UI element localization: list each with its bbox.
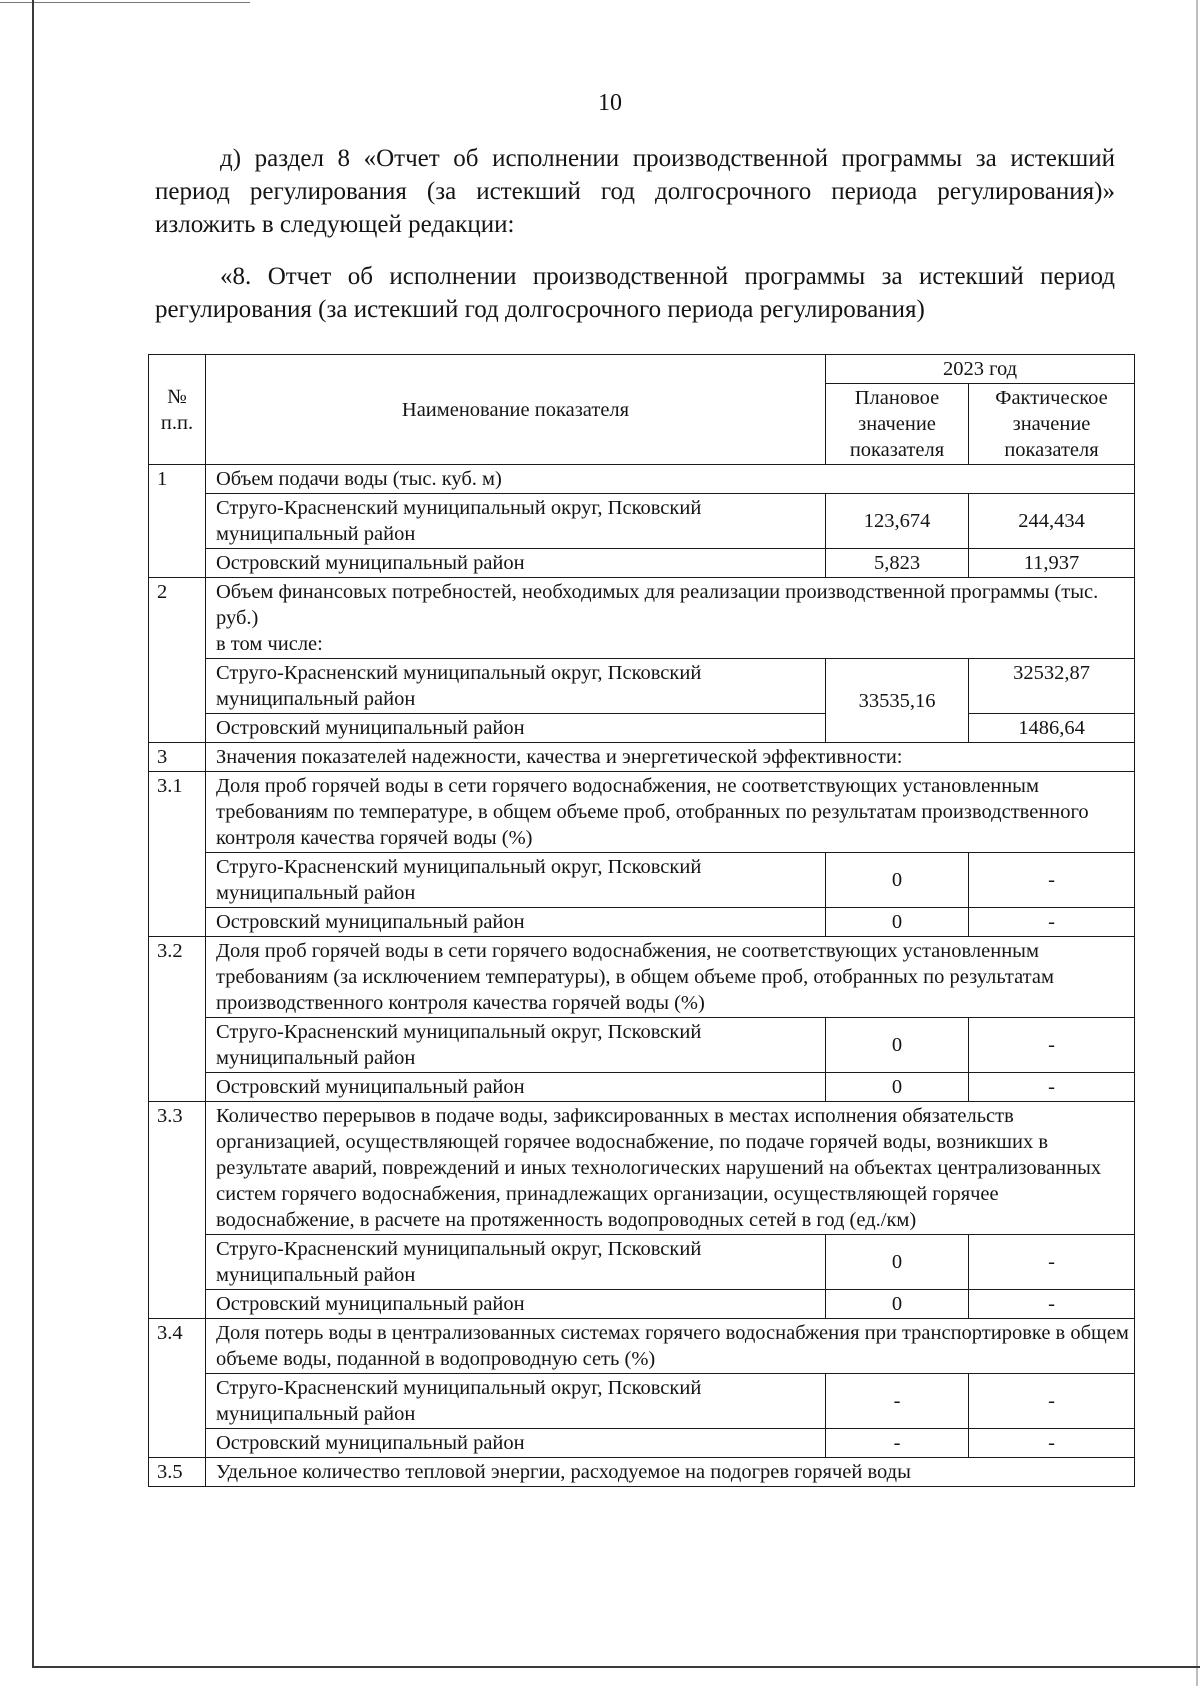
planned-value: - (826, 1429, 969, 1458)
page-number: 10 (598, 90, 622, 116)
table-row (149, 743, 1135, 772)
planned-value: 5,823 (826, 549, 969, 578)
table-subrow (149, 714, 1135, 743)
planned-value: - (826, 1374, 969, 1429)
planned-value: 0 (826, 1235, 969, 1290)
actual-value: - (969, 1073, 1135, 1102)
table-subrow (149, 1073, 1135, 1102)
row-num: 3.2 (149, 937, 206, 1102)
actual-value: 11,937 (969, 549, 1135, 578)
row-title: Значения показателей надежности, качества и энергетической эффективности: (206, 743, 1135, 772)
row-num: 3.4 (149, 1319, 206, 1458)
row-title: Количество перерывов в подаче воды, зафиксированных в местах исполнения обязательств организацией, осуществляющей горячее водоснабжение, по подаче горячей воды, возникших в результате аварий, повреждений и иных технологических нарушений на объектах централизованных систем горячего водоснабжения, принадлежащих организации, осуществляющей горячее водоснабжение, в расчете на протяженность водопроводных сетей в год (ед./км) (206, 1102, 1135, 1235)
table-row (149, 578, 1135, 659)
subrow-label: Струго-Красненский муниципальный округ, Псковский муниципальный район (206, 1374, 826, 1429)
row-num: 3.5 (149, 1458, 206, 1487)
amendment-text: д) раздел 8 «Отчет об исполнении производственной программы за истекший период регулирования (за истекший год долгосрочного периода регулирования)» изложить в следующей редакции: (155, 145, 1115, 238)
scan-edge-top (0, 2, 250, 3)
subrow-label: Островский муниципальный район (206, 714, 826, 743)
subrow-label: Островский муниципальный район (206, 908, 826, 937)
table-row (149, 772, 1135, 853)
table-row (149, 465, 1135, 494)
row-title: Объем подачи воды (тыс. куб. м) (206, 465, 1135, 494)
table-subrow (149, 494, 1135, 549)
table-subrow (149, 1374, 1135, 1429)
planned-value: 0 (826, 1018, 969, 1073)
actual-value: - (969, 1290, 1135, 1319)
header-actual: Фактическое значение показателя (969, 384, 1135, 465)
header-num: № п.п. (149, 355, 206, 465)
table-row (149, 937, 1135, 1018)
actual-value: - (969, 853, 1135, 908)
subrow-label: Струго-Красненский муниципальный округ, Псковский муниципальный район (206, 1018, 826, 1073)
table-subrow (149, 549, 1135, 578)
subrow-label: Островский муниципальный район (206, 1429, 826, 1458)
row-num: 2 (149, 578, 206, 743)
header-planned: Плановое значение показателя (826, 384, 969, 465)
row-num: 1 (149, 465, 206, 578)
table-subrow (149, 853, 1135, 908)
planned-value: 0 (826, 1073, 969, 1102)
actual-value: 1486,64 (969, 714, 1135, 743)
table-subrow (149, 1290, 1135, 1319)
subrow-label: Струго-Красненский муниципальный округ, Псковский муниципальный район (206, 853, 826, 908)
planned-value: 123,674 (826, 494, 969, 549)
row-title: Удельное количество тепловой энергии, расходуемое на подогрев горячей воды (206, 1458, 1135, 1487)
table-subrow (149, 1018, 1135, 1073)
header-year: 2023 год (826, 355, 1135, 384)
row-title-including: в том числе: (216, 633, 323, 655)
table-subrow (149, 1235, 1135, 1290)
scan-edge-left (32, 0, 34, 1668)
row-title-text: Объем финансовых потребностей, необходимых для реализации производственной программы (тыс. руб.) (216, 581, 1099, 629)
amendment-paragraph (155, 142, 1115, 241)
header-name: Наименование показателя (206, 355, 826, 465)
actual-value: 244,434 (969, 494, 1135, 549)
planned-value: 0 (826, 853, 969, 908)
actual-value: - (969, 1374, 1135, 1429)
row-title: Доля проб горячей воды в сети горячего водоснабжения, не соответствующих установленным требованиям по температуре, в общем объеме проб, отобранных по результатам производственного контроля качества горячей воды (%) (206, 772, 1135, 853)
scan-edge-right (1196, 0, 1198, 1686)
subrow-label: Струго-Красненский муниципальный округ, Псковский муниципальный район (206, 659, 826, 714)
row-num: 3.3 (149, 1102, 206, 1319)
table-row (149, 1319, 1135, 1374)
planned-value: 0 (826, 1290, 969, 1319)
subrow-label: Струго-Красненский муниципальный округ, Псковский муниципальный район (206, 1235, 826, 1290)
subrow-label: Островский муниципальный район (206, 1290, 826, 1319)
row-num: 3 (149, 743, 206, 772)
actual-value: - (969, 1429, 1135, 1458)
actual-value: - (969, 908, 1135, 937)
scan-edge-bottom (32, 1666, 1200, 1668)
table-subrow (149, 1429, 1135, 1458)
section-title-text: «8. Отчет об исполнении производственной программы за истекший период регулирования (за истекший год долгосрочного периода регулирования) (155, 263, 1115, 323)
table-subrow (149, 908, 1135, 937)
row-num: 3.1 (149, 772, 206, 937)
table-row (149, 1102, 1135, 1235)
actual-value: 32532,87 (969, 659, 1135, 714)
planned-value: 0 (826, 908, 969, 937)
production-program-report-table (148, 354, 1135, 1487)
subrow-label: Струго-Красненский муниципальный округ, Псковский муниципальный район (206, 494, 826, 549)
row-title: Доля потерь воды в централизованных системах горячего водоснабжения при транспортировке в общем объеме воды, поданной в водопроводную сеть (%) (206, 1319, 1135, 1374)
table-subrow (149, 659, 1135, 714)
row-title (206, 578, 1135, 659)
actual-value: - (969, 1018, 1135, 1073)
subrow-label: Островский муниципальный район (206, 1073, 826, 1102)
subrow-label: Островский муниципальный район (206, 549, 826, 578)
table-header-row (149, 355, 1135, 384)
row-title: Доля проб горячей воды в сети горячего водоснабжения, не соответствующих установленным требованиям (за исключением температуры), в общем объеме проб, отобранных по результатам производственного контроля качества горячей воды (%) (206, 937, 1135, 1018)
actual-value: - (969, 1235, 1135, 1290)
section-title-paragraph (155, 260, 1115, 326)
table-row (149, 1458, 1135, 1487)
planned-value: 33535,16 (826, 659, 969, 743)
